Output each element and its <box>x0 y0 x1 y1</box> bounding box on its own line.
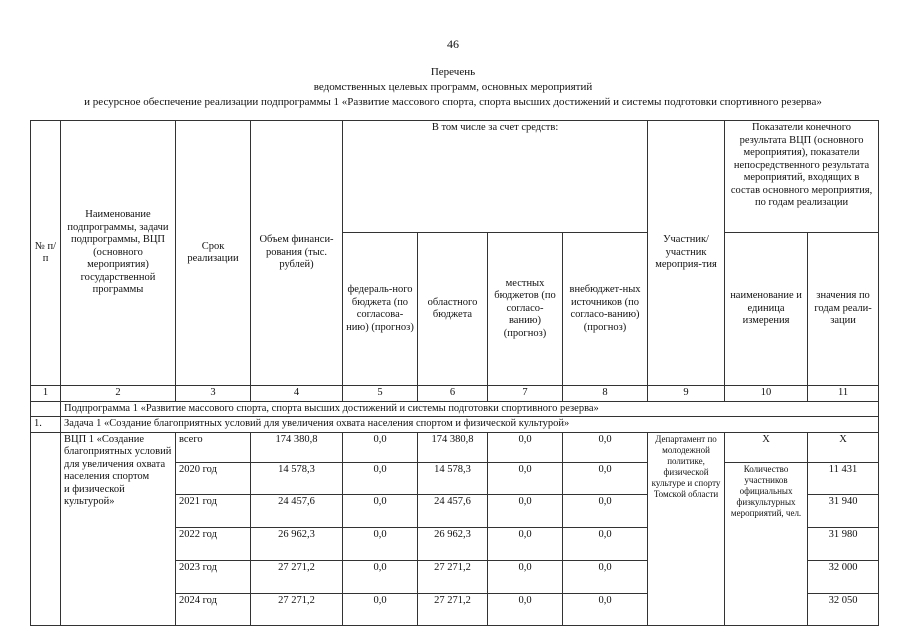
vcp-extra: 0,0 <box>563 494 648 527</box>
subprogram-title: Подпрограмма 1 «Развитие массового спорта, спорта высших достижений и системы подготовки спортивного резерва» <box>61 401 879 417</box>
vcp-total: 24 457,6 <box>251 494 343 527</box>
column-number-row <box>31 386 879 402</box>
header-federal: федераль-ного бюджета (по согласова-нию) (прогноз) <box>343 233 418 386</box>
col-number: 3 <box>176 386 251 402</box>
col-number: 11 <box>808 386 879 402</box>
vcp-local: 0,0 <box>488 527 563 560</box>
header-num: № п/п <box>31 121 61 386</box>
vcp-regional: 27 271,2 <box>418 593 488 625</box>
vcp-value: 32 000 <box>808 560 879 593</box>
page-number: 46 <box>447 37 459 51</box>
program-table <box>30 120 879 626</box>
vcp-regional: 24 457,6 <box>418 494 488 527</box>
vcp-total: 26 962,3 <box>251 527 343 560</box>
vcp-federal: 0,0 <box>343 462 418 494</box>
vcp-participant: Департамент по молодежной политике, физической культуре и спорту Томской области <box>648 432 725 625</box>
subprogram-num-cell <box>31 401 61 417</box>
col-number: 5 <box>343 386 418 402</box>
subprogram-row <box>31 401 879 417</box>
vcp-federal: 0,0 <box>343 593 418 625</box>
col-number: 4 <box>251 386 343 402</box>
vcp-value: 31 940 <box>808 494 879 527</box>
vcp-indicator-x: X <box>725 432 808 462</box>
document-title <box>0 65 906 110</box>
header-participant: Участник/ участник мероприя-тия <box>648 121 725 386</box>
vcp-regional: 26 962,3 <box>418 527 488 560</box>
header-regional: областного бюджета <box>418 233 488 386</box>
vcp-value: 32 050 <box>808 593 879 625</box>
col-number: 2 <box>61 386 176 402</box>
vcp-federal: 0,0 <box>343 494 418 527</box>
vcp-extra: 0,0 <box>563 560 648 593</box>
header-indicator-values: значения по годам реали-зации <box>808 233 879 386</box>
vcp-regional: 27 271,2 <box>418 560 488 593</box>
task-title: Задача 1 «Создание благоприятных условий для увеличения охвата населения спортом и физической культурой» <box>61 417 879 433</box>
vcp-federal: 0,0 <box>343 527 418 560</box>
vcp-row-total <box>31 432 879 462</box>
vcp-extra: 0,0 <box>563 462 648 494</box>
vcp-local: 0,0 <box>488 494 563 527</box>
task-row <box>31 417 879 433</box>
vcp-local: 0,0 <box>488 462 563 494</box>
vcp-value-x: X <box>808 432 879 462</box>
vcp-federal: 0,0 <box>343 432 418 462</box>
col-number: 1 <box>31 386 61 402</box>
header-local: местных бюджетов (по согласо-ванию) (прогноз) <box>488 233 563 386</box>
vcp-local: 0,0 <box>488 593 563 625</box>
header-period: Срок реализации <box>176 121 251 386</box>
vcp-name: ВЦП 1 «Создание благоприятных условий для увеличения охвата населения спортом и физической культурой» <box>61 432 176 625</box>
vcp-num-cell <box>31 432 61 625</box>
vcp-total: 174 380,8 <box>251 432 343 462</box>
vcp-indicator-name: Количество участников официальных физкультурных мероприятий, чел. <box>725 462 808 625</box>
title-line-2: ведомственных целевых программ, основных мероприятий <box>313 81 593 93</box>
vcp-total: 27 271,2 <box>251 593 343 625</box>
vcp-period: 2023 год <box>176 560 251 593</box>
vcp-period: 2021 год <box>176 494 251 527</box>
vcp-total: 27 271,2 <box>251 560 343 593</box>
vcp-federal: 0,0 <box>343 560 418 593</box>
header-indicator-name: наименование и единица измерения <box>725 233 808 386</box>
col-number: 6 <box>418 386 488 402</box>
vcp-total: 14 578,3 <box>251 462 343 494</box>
header-sources-group: В том числе за счет средств: <box>343 121 648 233</box>
col-number: 9 <box>648 386 725 402</box>
title-line-3: и ресурсное обеспечение реализации подпрограммы 1 «Развитие массового спорта, спорта высших достижений и системы подготовки спортивного резерва» <box>84 96 822 108</box>
vcp-local: 0,0 <box>488 432 563 462</box>
vcp-value: 11 431 <box>808 462 879 494</box>
vcp-period: всего <box>176 432 251 462</box>
vcp-regional: 14 578,3 <box>418 462 488 494</box>
header-extra: внебюджет-ных источников (по согласо-ванию) (прогноз) <box>563 233 648 386</box>
vcp-period: 2024 год <box>176 593 251 625</box>
vcp-local: 0,0 <box>488 560 563 593</box>
task-number: 1. <box>31 417 61 433</box>
col-number: 7 <box>488 386 563 402</box>
header-indicators-group: Показатели конечного результата ВЦП (основного мероприятия), показатели непосредственного результата мероприятий, входящих в состав основного мероприятия, по годам реализации <box>725 121 879 233</box>
vcp-value: 31 980 <box>808 527 879 560</box>
header-name: Наименование подпрограммы, задачи подпрограммы, ВЦП (основного мероприятия) государственной программы <box>61 121 176 386</box>
col-number: 10 <box>725 386 808 402</box>
vcp-extra: 0,0 <box>563 432 648 462</box>
title-line-1: Перечень <box>430 66 476 78</box>
vcp-regional: 174 380,8 <box>418 432 488 462</box>
vcp-extra: 0,0 <box>563 593 648 625</box>
col-number: 8 <box>563 386 648 402</box>
vcp-extra: 0,0 <box>563 527 648 560</box>
vcp-period: 2022 год <box>176 527 251 560</box>
header-total: Объем финанси-рования (тыс. рублей) <box>251 121 343 386</box>
vcp-period: 2020 год <box>176 462 251 494</box>
